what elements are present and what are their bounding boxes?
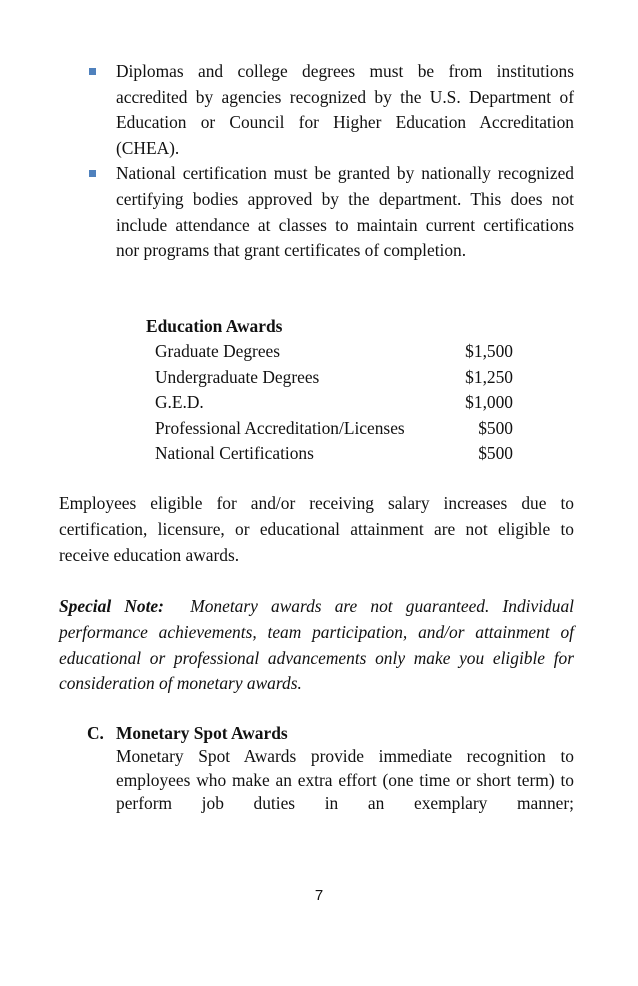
square-bullet-icon xyxy=(89,170,96,177)
awards-title: Education Awards xyxy=(146,316,283,336)
award-name: Undergraduate Degrees xyxy=(155,366,320,387)
requirements-list xyxy=(82,59,574,264)
award-amount: $500 xyxy=(478,443,513,463)
section-letter: C. xyxy=(87,723,104,743)
section-c xyxy=(87,722,574,816)
table-row xyxy=(146,416,526,442)
special-note-paragraph xyxy=(59,594,574,697)
bullet-text: Diplomas and college degrees must be from institutions accredited by agencies recognized by the U.S. Department of Education or Council for Higher Education Accreditation (CHEA). xyxy=(116,61,574,158)
square-bullet-icon xyxy=(89,68,96,75)
award-name: G.E.D. xyxy=(155,392,204,412)
table-row xyxy=(146,441,526,467)
special-note-text: Monetary awards are not guaranteed. Individual performance achievements, team participation, and/or attainment of educational or professional advancements only make you eligible for consideration of monetary awards. xyxy=(59,596,574,694)
award-name: National Certifications xyxy=(155,443,314,463)
award-name: Graduate Degrees xyxy=(155,341,281,361)
section-title: Monetary Spot Awards xyxy=(116,723,288,743)
page-number: 7 xyxy=(314,887,324,904)
award-name: Professional Accreditation/Licenses xyxy=(155,417,405,438)
table-row xyxy=(146,390,526,416)
section-heading xyxy=(87,722,574,745)
bullet-text: National certification must be granted by nationally recognized certifying bodies approved by the department. This does not include attendance at classes to maintain current certifications nor programs that grant certificates of completion. xyxy=(116,163,574,261)
table-row xyxy=(146,365,526,391)
list-item xyxy=(82,59,574,161)
award-amount: $500 xyxy=(478,417,513,438)
section-body: Monetary Spot Awards provide immediate recognition to employees who make an extra effort (one time or short term) to perform job duties in an exemplary manner; xyxy=(116,746,574,813)
table-row xyxy=(146,339,526,365)
list-item xyxy=(82,161,574,263)
award-amount: $1,500 xyxy=(465,341,513,361)
special-note-label: Special Note: xyxy=(59,596,164,616)
education-awards-table xyxy=(146,313,526,467)
eligibility-paragraph: Employees eligible for and/or receiving salary increases due to certification, licensure, or educational attainment are not eligible to receive education awards. xyxy=(59,493,574,565)
award-amount: $1,250 xyxy=(465,366,513,387)
award-amount: $1,000 xyxy=(465,392,513,412)
